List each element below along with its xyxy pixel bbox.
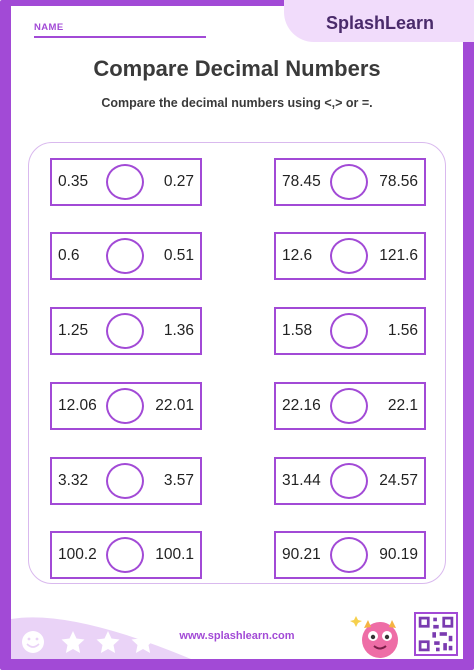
left-number: 1.25 [58, 322, 89, 339]
answer-circle[interactable] [330, 164, 368, 200]
left-number: 12.6 [282, 247, 313, 264]
answer-circle[interactable] [330, 463, 368, 499]
name-line [34, 36, 206, 38]
left-number: 0.6 [58, 247, 80, 264]
right-number: 100.1 [155, 546, 194, 563]
name-label: NAME [34, 22, 64, 33]
answer-circle[interactable] [330, 238, 368, 274]
right-number: 0.51 [163, 247, 194, 264]
problem-box [274, 531, 426, 579]
answer-circle[interactable] [106, 463, 144, 499]
answer-circle[interactable] [106, 388, 144, 424]
left-number: 31.44 [282, 472, 321, 489]
left-number: 1.58 [282, 322, 313, 339]
right-number: 1.36 [163, 322, 194, 339]
problem-box [50, 307, 202, 355]
problem-box [50, 232, 202, 280]
right-number: 22.1 [387, 397, 418, 414]
problems-panel [28, 142, 446, 584]
answer-circle[interactable] [330, 537, 368, 573]
problem-box [274, 382, 426, 430]
answer-circle[interactable] [330, 388, 368, 424]
right-number: 121.6 [379, 247, 418, 264]
page-title: Compare Decimal Numbers [93, 56, 381, 81]
answer-circle[interactable] [106, 313, 144, 349]
right-number: 24.57 [379, 472, 418, 489]
left-number: 12.06 [58, 397, 97, 414]
right-number: 0.27 [163, 173, 194, 190]
left-number: 90.21 [282, 546, 321, 563]
left-number: 0.35 [58, 173, 89, 190]
answer-circle[interactable] [106, 238, 144, 274]
answer-circle[interactable] [106, 537, 144, 573]
problem-box [274, 232, 426, 280]
left-number: 78.45 [282, 173, 321, 190]
right-number: 22.01 [155, 397, 194, 414]
problem-box [274, 457, 426, 505]
problem-box [274, 158, 426, 206]
right-number: 1.56 [387, 322, 418, 339]
right-number: 3.57 [163, 472, 194, 489]
answer-circle[interactable] [330, 313, 368, 349]
left-number: 22.16 [282, 397, 321, 414]
right-number: 90.19 [379, 546, 418, 563]
qr-code-icon [414, 612, 458, 656]
brand-logo: SplashLearn [325, 13, 434, 33]
right-number: 78.56 [379, 173, 418, 190]
footer-url[interactable]: www.splashlearn.com [179, 630, 295, 642]
mascot-icon [350, 608, 410, 660]
left-number: 100.2 [58, 546, 97, 563]
problem-box [50, 382, 202, 430]
problem-box [50, 531, 202, 579]
answer-circle[interactable] [106, 164, 144, 200]
problem-box [50, 457, 202, 505]
problem-box [50, 158, 202, 206]
instruction-text: Compare the decimal numbers using <,> or =. [101, 96, 373, 110]
left-number: 3.32 [58, 472, 89, 489]
problem-box [274, 307, 426, 355]
